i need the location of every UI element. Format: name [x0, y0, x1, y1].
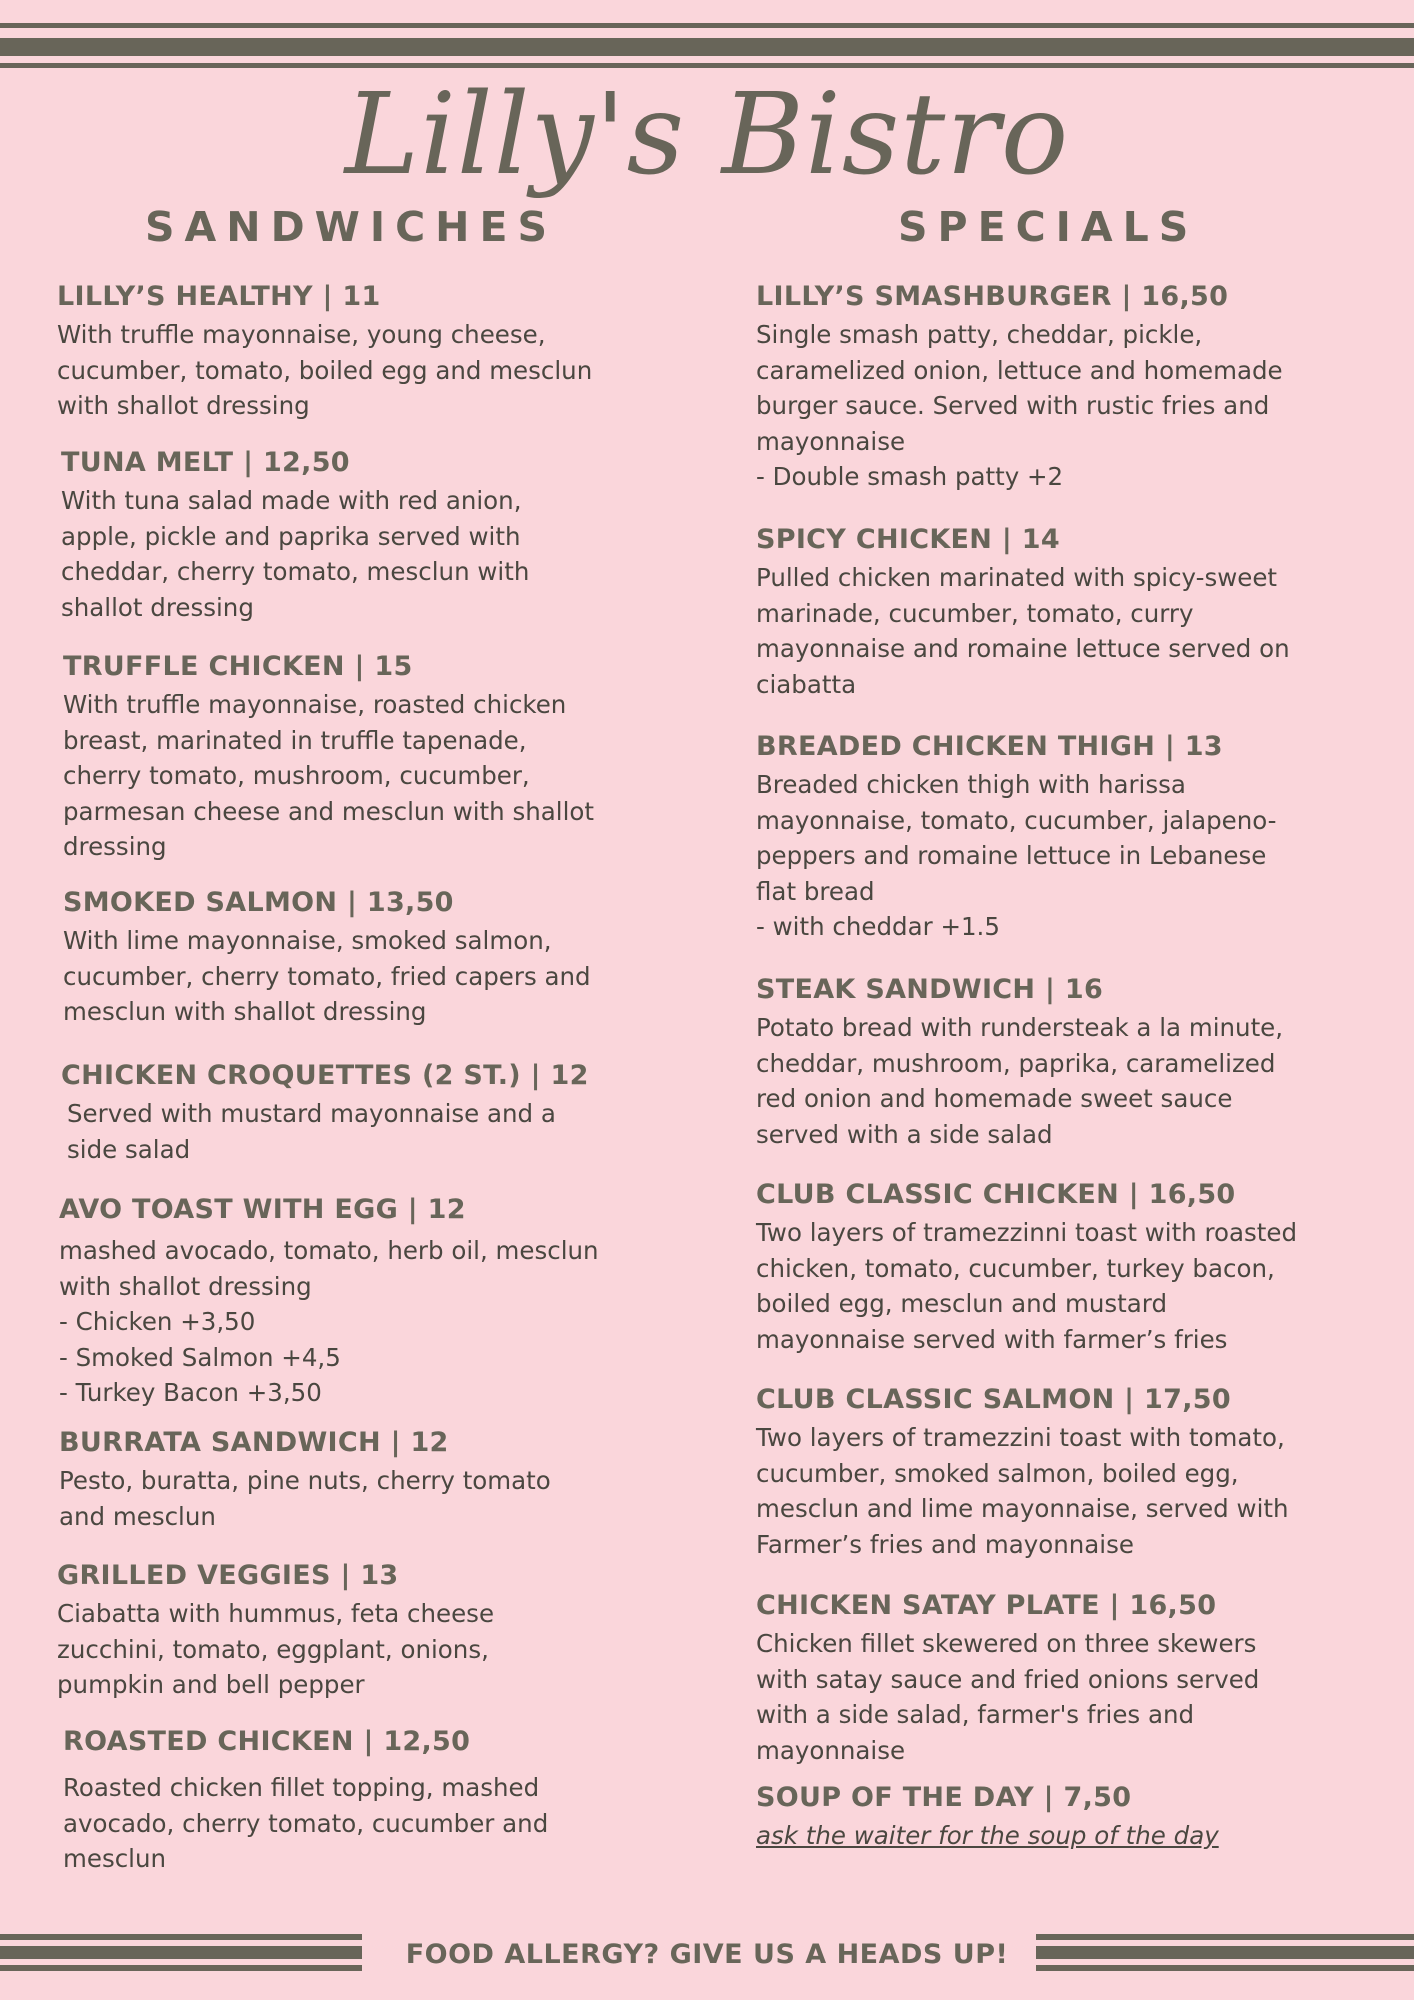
menu-item-title: GRILLED VEGGIES | 13	[57, 1560, 399, 1591]
menu-item	[756, 1586, 1396, 1768]
menu-item-title: TRUFFLE CHICKEN | 15	[63, 651, 413, 682]
menu-item-description: With lime mayonnaise, smoked salmon, cucumber, cherry tomato, fried capers and mesclun with shallot dressing	[63, 926, 591, 1026]
menu-item	[61, 443, 701, 625]
sandwiches-heading: SANDWICHES	[145, 203, 558, 251]
top-stripe-1	[0, 23, 1414, 28]
menu-item-title: CHICKEN CROQUETTES (2 ST.) | 12	[61, 1060, 589, 1091]
menu-item-title: SPICY CHICKEN | 14	[756, 524, 1060, 555]
menu-item	[57, 1556, 697, 1703]
menu-item	[57, 277, 697, 424]
menu-item-description: Breaded chicken thigh with harissa mayonnaise, tomato, cucumber, jalapeno- peppers and romaine lettuce in Lebanese flat bread - with cheddar +1.5	[756, 770, 1277, 941]
soup-info-link: ask the waiter for the soup of the day	[756, 1821, 1219, 1850]
menu-item-title: AVO TOAST WITH EGG | 12	[59, 1194, 466, 1225]
menu-item-description: Two layers of tramezzini toast with tomato, cucumber, smoked salmon, boiled egg, mesclun and lime mayonnaise, served with Farmer’s fries and mayonnaise	[756, 1423, 1289, 1559]
menu-item-description: With truffle mayonnaise, young cheese, cucumber, tomato, boiled egg and mesclun with shallot dressing	[57, 320, 593, 420]
menu-item-title: STEAK SANDWICH | 16	[756, 974, 1104, 1005]
menu-item-title: CLUB CLASSIC CHICKEN | 16,50	[756, 1179, 1236, 1210]
menu-item-title: LILLY’S HEALTHY | 11	[57, 281, 381, 312]
menu-item-title: TUNA MELT | 12,50	[61, 447, 350, 478]
allergy-notice: FOOD ALLERGY? GIVE US A HEADS UP!	[405, 1939, 1009, 1970]
menu-item	[756, 970, 1396, 1152]
menu-item	[756, 1175, 1396, 1357]
menu-item-title: BREADED CHICKEN THIGH | 13	[756, 731, 1223, 762]
menu-item	[756, 277, 1396, 495]
menu-item-description: Two layers of tramezzinni toast with roasted chicken, tomato, cucumber, turkey bacon, boiled egg, mesclun and mustard mayonnaise served with farmer’s fries	[756, 1218, 1298, 1354]
restaurant-title: Lilly's Bistro	[344, 70, 1070, 200]
menu-item-title: BURRATA SANDWICH | 12	[59, 1427, 449, 1458]
menu-item-description: Chicken fillet skewered on three skewers with satay sauce and fried onions served with a side salad, farmer's fries and mayonnaise	[756, 1629, 1260, 1765]
menu-item-title: LILLY’S SMASHBURGER | 16,50	[756, 281, 1229, 312]
menu-item-description: Ciabatta with hummus, feta cheese zucchini, tomato, eggplant, onions, pumpkin and bell pepper	[57, 1599, 495, 1699]
menu-item	[59, 1423, 699, 1534]
specials-heading: SPECIALS	[898, 203, 1199, 251]
menu-item	[756, 727, 1396, 945]
menu-item	[59, 1190, 699, 1411]
menu-item-description: With truffle mayonnaise, roasted chicken breast, marinated in truffle tapenade, cherry tomato, mushroom, cucumber, parmesan cheese and mesclun with shallot dressing	[63, 690, 594, 861]
menu-item	[756, 1380, 1396, 1562]
menu-item-title: CHICKEN SATAY PLATE | 16,50	[756, 1590, 1217, 1621]
menu-item-title: SOUP OF THE DAY | 7,50	[756, 1782, 1132, 1813]
menu-item-title: CLUB CLASSIC SALMON | 17,50	[756, 1384, 1231, 1415]
menu-item-description: Potato bread with rundersteak a la minute, cheddar, mushroom, paprika, caramelized red onion and homemade sweet sauce served with a side salad	[756, 1013, 1284, 1149]
menu-item-description: With tuna salad made with red anion, apple, pickle and paprika served with cheddar, cherry tomato, mesclun with shallot dressing	[61, 486, 530, 622]
menu-item	[63, 883, 703, 1030]
menu-item-description: Pulled chicken marinated with spicy-sweet marinade, cucumber, tomato, curry mayonnaise and romaine lettuce served on ciabatta	[756, 563, 1290, 699]
menu-item-description: Pesto, buratta, pine nuts, cherry tomato and mesclun	[59, 1466, 551, 1531]
menu-item	[756, 1778, 1396, 1854]
menu-item-description: mashed avocado, tomato, herb oil, mesclun with shallot dressing - Chicken +3,50 - Smoked Salmon +4,5 - Turkey Bacon +3,50	[59, 1236, 599, 1407]
menu-item	[63, 1722, 703, 1877]
menu-item-description: Roasted chicken fillet topping, mashed avocado, cherry tomato, cucumber and mesclun	[63, 1773, 549, 1873]
menu-item	[63, 647, 703, 865]
menu-item-title: ROASTED CHICKEN | 12,50	[63, 1726, 471, 1757]
menu-item-title: SMOKED SALMON | 13,50	[63, 887, 454, 918]
top-stripe-2	[0, 38, 1414, 56]
menu-item	[756, 520, 1396, 702]
menu-item-description: Single smash patty, cheddar, pickle, caramelized onion, lettuce and homemade burger sauce. Served with rustic fries and mayonnaise - Double smash patty +2	[756, 320, 1283, 491]
menu-item	[61, 1056, 701, 1167]
menu-item-description: Served with mustard mayonnaise and a side salad	[67, 1099, 556, 1164]
